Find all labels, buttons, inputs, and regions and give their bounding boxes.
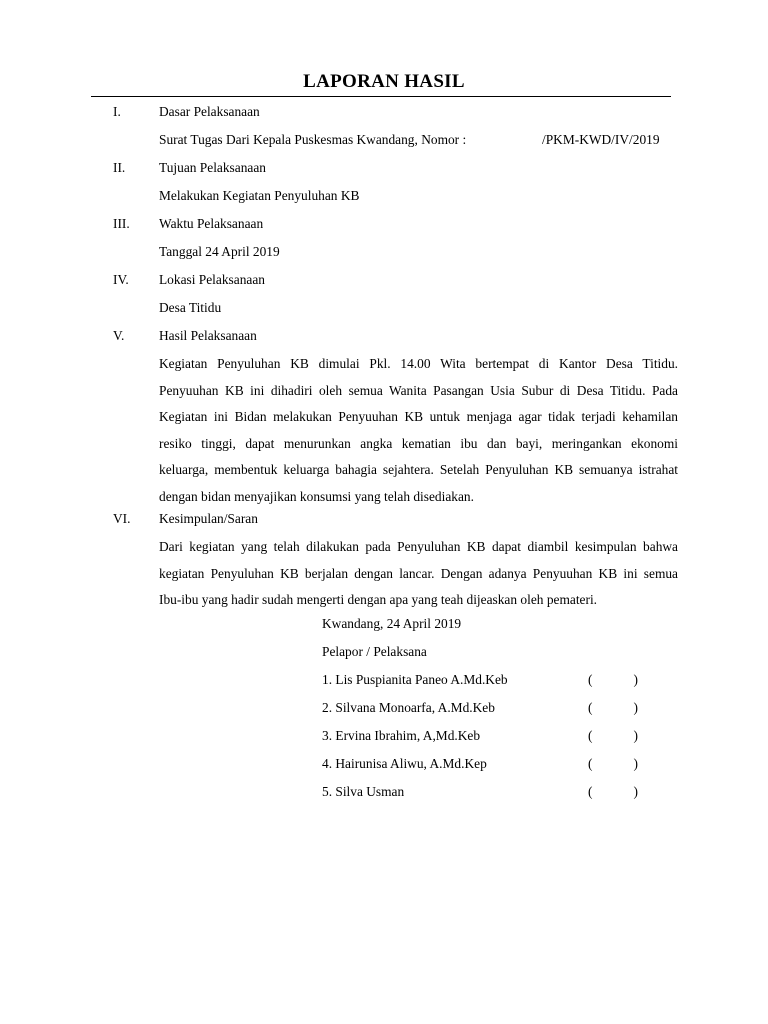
signatory-name-5: 5. Silva Usman	[322, 784, 405, 799]
paragraph-line: resiko tinggi, dapat menurunkan angka kematian ibu dan bayi, meringankan ekonomi	[159, 435, 678, 451]
document-title: LAPORAN HASIL	[303, 71, 465, 92]
paragraph-line: Dari kegiatan yang telah dilakukan pada Penyuluhan KB dapat diambil kesimpulan bahwa	[159, 539, 678, 554]
section-heading-6: Kesimpulan/Saran	[159, 511, 258, 526]
place-date: Kwandang, 24 April 2019	[322, 616, 462, 631]
close-paren: )	[633, 700, 638, 715]
close-paren: )	[633, 672, 638, 687]
signatory-name-3: 3. Ervina Ibrahim, A,Md.Keb	[322, 728, 481, 743]
section-heading-4: Lokasi Pelaksanaan	[159, 272, 265, 287]
letter-number-suffix: /PKM-KWD/IV/2019	[542, 132, 660, 147]
section-heading-5: Hasil Pelaksanaan	[159, 328, 257, 343]
section-heading-1: Dasar Pelaksanaan	[159, 104, 260, 119]
open-paren: (	[588, 700, 593, 715]
section-number-1: I.	[113, 104, 121, 119]
section-heading-2: Tujuan Pelaksanaan	[159, 160, 266, 175]
close-paren: )	[633, 756, 638, 771]
reporter-role: Pelapor / Pelaksana	[322, 644, 427, 659]
section-number-4: IV.	[113, 272, 129, 287]
section-heading-3: Waktu Pelaksanaan	[159, 216, 264, 231]
paragraph-line: Kegiatan ini Bidan melakukan Penyuuhan KB untuk menjaga agar tidak terjadi kehamilan	[159, 409, 678, 424]
open-paren: (	[588, 784, 593, 799]
close-paren: )	[633, 728, 638, 743]
section-number-3: III.	[113, 216, 130, 231]
section-content-4: Desa Titidu	[159, 300, 222, 315]
paragraph-line: Penyuuhan KB ini dihadiri oleh semua Wanita Pasangan Usia Subur di Desa Titidu. Pada	[159, 382, 678, 398]
title-underline	[91, 96, 671, 97]
section-number-6: VI.	[113, 511, 131, 526]
signatory-name-4: 4. Hairunisa Aliwu, A.Md.Kep	[322, 756, 487, 771]
section-content-2: Melakukan Kegiatan Penyuluhan KB	[159, 188, 360, 203]
section-content-1: Surat Tugas Dari Kepala Puskesmas Kwandang, Nomor :	[159, 132, 467, 147]
open-paren: (	[588, 728, 593, 743]
paragraph-line: kegiatan Penyuluhan KB berjalan dengan lancar. Dengan adanya Penyuuhan KB ini semua	[159, 565, 678, 581]
section-paragraph-5	[159, 351, 678, 510]
paragraph-line: Ibu-ibu yang hadir sudah mengerti dengan apa yang teah dijeaskan oleh pemateri.	[159, 592, 598, 607]
signatory-name-2: 2. Silvana Monoarfa, A.Md.Keb	[322, 700, 495, 715]
paragraph-line: Kegiatan Penyuluhan KB dimulai Pkl. 14.00 Wita bertempat di Kantor Desa Titidu.	[159, 356, 678, 371]
section-content-3: Tanggal 24 April 2019	[159, 244, 280, 259]
section-number-2: II.	[113, 160, 126, 175]
section-paragraph-6	[159, 534, 678, 614]
paragraph-line: dengan bidan menyajikan konsumsi yang telah disediakan.	[159, 488, 474, 504]
section-number-5: V.	[113, 328, 125, 343]
open-paren: (	[588, 756, 593, 771]
signatory-name-1: 1. Lis Puspianita Paneo A.Md.Keb	[322, 672, 508, 687]
close-paren: )	[633, 784, 638, 799]
paragraph-line: keluarga, membentuk keluarga bahagia sejahtera. Setelah Penyuluhan KB semuanya istrahat	[159, 462, 678, 477]
open-paren: (	[588, 672, 593, 687]
